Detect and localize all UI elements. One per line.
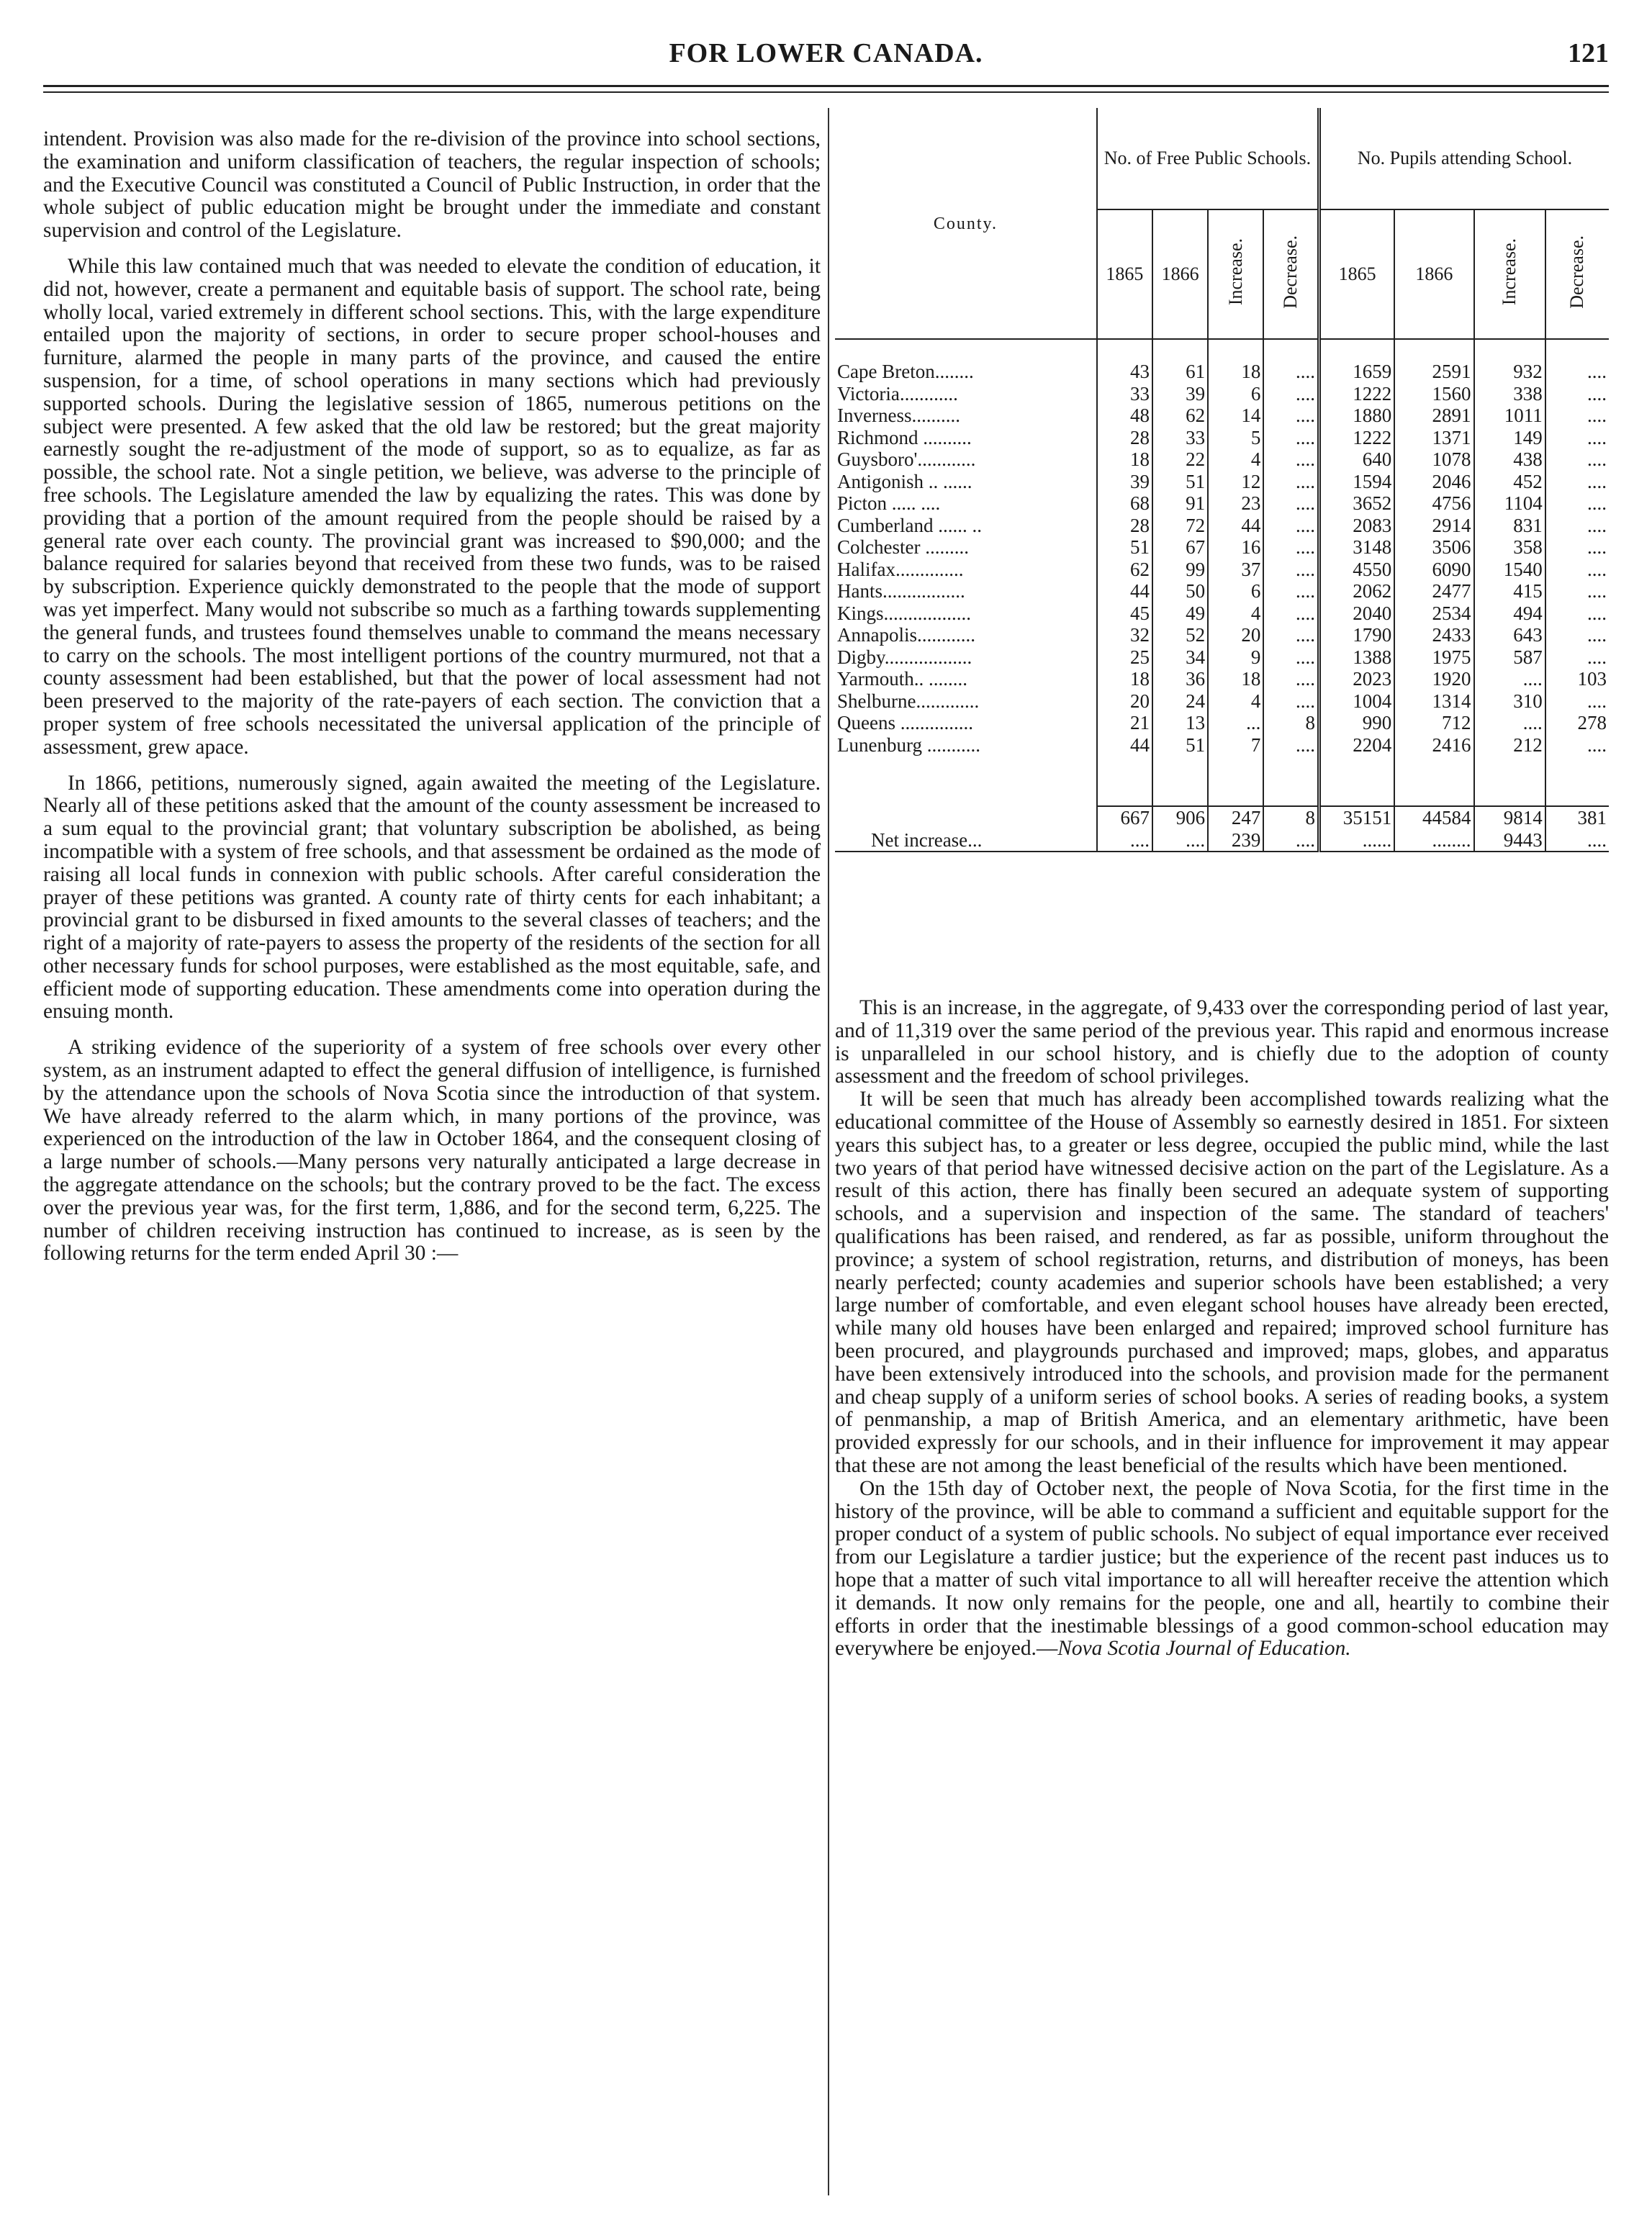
table-row <box>835 405 1609 427</box>
cell: 18 <box>1208 361 1263 383</box>
cell: 14 <box>1208 405 1263 427</box>
cell: .... <box>1545 690 1609 713</box>
cell: 1659 <box>1319 361 1395 383</box>
cell: 5 <box>1208 427 1263 449</box>
cell: 21 <box>1097 712 1152 734</box>
cell: 2914 <box>1394 515 1473 537</box>
cell: 1222 <box>1319 383 1395 405</box>
cell: 4 <box>1208 602 1263 625</box>
cell: .... <box>1263 448 1319 471</box>
page-number: 121 <box>1568 38 1609 68</box>
cell: 52 <box>1152 624 1208 646</box>
col-1865-header: 1865 <box>1097 209 1152 339</box>
cell: .... <box>1263 536 1319 559</box>
cell: 2433 <box>1394 624 1473 646</box>
table-row <box>835 712 1609 734</box>
cell: 9 <box>1208 646 1263 669</box>
cell: 2040 <box>1319 602 1395 625</box>
cell: 18 <box>1097 668 1152 690</box>
col-decrease-header: Decrease. <box>1545 209 1609 339</box>
county-name: Halifax.............. <box>837 558 964 580</box>
cell: 2891 <box>1394 405 1473 427</box>
cell: 2046 <box>1394 471 1473 493</box>
cell: 906 <box>1152 806 1208 829</box>
cell: .... <box>1545 471 1609 493</box>
paragraph: On the 15th day of October next, the people of Nova Scotia, for the first time in the history of the province, will be able to command a sufficient and equitable support for the proper conduct of a system of public schools. No subject of equal importance ever received from our Legislature a tardier justice; but the experience of the recent past induces us to hope that a matter of such vital importance to all will hereafter receive the attention which it demands. It now only remains for the people, one and all, heartily to combine their efforts in order that the inestimable blessings of a good common-school education may everywhere be enjoyed.—Nova Scotia Journal of Education. <box>835 1476 1609 1661</box>
cell: 51 <box>1152 734 1208 757</box>
cell: .... <box>1263 383 1319 405</box>
cell: 310 <box>1474 690 1545 713</box>
cell: .... <box>1545 427 1609 449</box>
net-increase-label: Net increase... <box>871 828 983 851</box>
cell: 44 <box>1097 734 1152 757</box>
cell: 9443 <box>1474 829 1545 852</box>
cell: 28 <box>1097 515 1152 537</box>
cell: .... <box>1545 580 1609 602</box>
county-name: Cape Breton........ <box>837 361 974 382</box>
cell: 23 <box>1208 492 1263 515</box>
cell: .... <box>1545 383 1609 405</box>
county-name: Annapolis............ <box>837 624 975 646</box>
cell: 4756 <box>1394 492 1473 515</box>
table-row <box>835 471 1609 493</box>
paragraph: While this law contained much that was needed to elevate the condition of education, it did not, however, create a permanent and equitable basis of support. The school rate, being wholly local, varied extremely in different school sections. This, with the large expenditure entailed upon the majority of sections, in order to secure proper school-houses and furniture, alarmed the people in many parts of the province, and caused the entire suspension, for a time, of school operations in many sections which had previously supported schools. During the legislative session of 1865, numerous petitions on the subject were presented. A few asked that the old law be restored; but the great majority earnestly sought the re-adjustment of the mode of support, so as to equalize, as far as possible, the school rate. Not a single petition, we believe, was adverse to the principle of free schools. The Legislature amended the law by equalizing the rates. This was done by providing that a portion of the amount required from the people should be raised by a general rate over each county. The provincial grant was increased to $90,000; and the balance required for salaries beyond that received from these two funds, was to be raised by subscription. Experience quickly demonstrated to the people that the mode of support was yet imperfect. Many would not subscribe so much as a farthing towards supplementing the general funds, and trustees found themselves unable to command the means necessary to carry on the schools. The most intelligent portions of the country murmured, not that a county assessment had been established, but that the power of local assessment had not been preserved to the majority of the rate-payers of each section. The conviction that a proper system of free schools necessitated the universal application of the principle of assessment, grew apace. <box>43 254 821 759</box>
cell: 2204 <box>1319 734 1395 757</box>
running-header <box>43 37 1609 81</box>
column-divider <box>828 108 829 2195</box>
cell: 33 <box>1152 427 1208 449</box>
cell: 1371 <box>1394 427 1473 449</box>
county-name: Cumberland ...... .. <box>837 514 982 536</box>
cell: 6 <box>1208 383 1263 405</box>
cell: .... <box>1097 829 1152 852</box>
cell: 831 <box>1474 515 1545 537</box>
cell: 1540 <box>1474 559 1545 581</box>
table-row <box>835 668 1609 690</box>
cell: 44584 <box>1394 806 1473 829</box>
cell: 18 <box>1208 668 1263 690</box>
county-name: Shelburne............. <box>837 690 980 712</box>
cell: 149 <box>1474 427 1545 449</box>
cell: 2591 <box>1394 361 1473 383</box>
cell: 3652 <box>1319 492 1395 515</box>
cell: 2416 <box>1394 734 1473 757</box>
cell: 415 <box>1474 580 1545 602</box>
cell: 62 <box>1097 559 1152 581</box>
cell: .... <box>1263 646 1319 669</box>
table-row <box>835 492 1609 515</box>
cell: 1011 <box>1474 405 1545 427</box>
cell: ... <box>1208 712 1263 734</box>
county-name: Kings.................. <box>837 602 972 624</box>
cell: 438 <box>1474 448 1545 471</box>
cell: 61 <box>1152 361 1208 383</box>
cell: .... <box>1263 361 1319 383</box>
cell: 3148 <box>1319 536 1395 559</box>
cell: .... <box>1263 734 1319 757</box>
cell: 4 <box>1208 690 1263 713</box>
cell: .... <box>1263 602 1319 625</box>
county-header: County. <box>835 108 1097 339</box>
cell: 643 <box>1474 624 1545 646</box>
cell: 667 <box>1097 806 1152 829</box>
cell: 4550 <box>1319 559 1395 581</box>
table-row <box>835 646 1609 669</box>
cell: 712 <box>1394 712 1473 734</box>
table-row <box>835 427 1609 449</box>
cell: 338 <box>1474 383 1545 405</box>
cell: ...... <box>1319 829 1395 852</box>
cell: 99 <box>1152 559 1208 581</box>
col-1865-header: 1865 <box>1319 209 1395 339</box>
cell: 6090 <box>1394 559 1473 581</box>
cell: 1790 <box>1319 624 1395 646</box>
paragraph: intendent. Provision was also made for the re-division of the province into school sections, the examination and uniform classification of teachers, the regular inspection of schools; and the Executive Council was constituted a Council of Public Instruction, in order that the whole subject of public education might be brought under the immediate and constant supervision and control of the Legislature. <box>43 127 821 243</box>
county-name: Hants................. <box>837 580 965 602</box>
cell: 3506 <box>1394 536 1473 559</box>
col-decrease-header: Decrease. <box>1263 209 1319 339</box>
cell: 32 <box>1097 624 1152 646</box>
cell: 18 <box>1097 448 1152 471</box>
table-row <box>835 734 1609 757</box>
cell: 4 <box>1208 448 1263 471</box>
cell: 50 <box>1152 580 1208 602</box>
cell: .... <box>1545 624 1609 646</box>
cell: 640 <box>1319 448 1395 471</box>
cell: .... <box>1545 361 1609 383</box>
cell: .... <box>1263 405 1319 427</box>
cell: 2023 <box>1319 668 1395 690</box>
cell: .... <box>1474 668 1545 690</box>
cell: 932 <box>1474 361 1545 383</box>
left-column <box>43 128 821 1265</box>
cell: .... <box>1263 690 1319 713</box>
cell: 22 <box>1152 448 1208 471</box>
col-1866-header: 1866 <box>1394 209 1473 339</box>
cell: 62 <box>1152 405 1208 427</box>
cell: .... <box>1263 829 1319 852</box>
cell: 2083 <box>1319 515 1395 537</box>
cell: 8 <box>1263 806 1319 829</box>
cell: .... <box>1545 492 1609 515</box>
cell: .... <box>1263 624 1319 646</box>
paragraph: This is an increase, in the aggregate, of 9,433 over the corresponding period of last year, and of 11,319 over the same period of the previous year. This rapid and enormous increase is unparalleled in our school history, and is chiefly due to the adoption of county assessment and the freedom of school privileges. <box>835 996 1609 1088</box>
cell: 494 <box>1474 602 1545 625</box>
cell: 72 <box>1152 515 1208 537</box>
cell: 1594 <box>1319 471 1395 493</box>
cell: .... <box>1545 536 1609 559</box>
table-row <box>835 602 1609 625</box>
cell: 28 <box>1097 427 1152 449</box>
table-row <box>835 690 1609 713</box>
cell: 49 <box>1152 602 1208 625</box>
cell: 51 <box>1152 471 1208 493</box>
table-row <box>835 383 1609 405</box>
cell: 2477 <box>1394 580 1473 602</box>
cell: 8 <box>1263 712 1319 734</box>
county-name: Inverness.......... <box>837 405 960 426</box>
right-column <box>835 997 1609 1661</box>
cell: 91 <box>1152 492 1208 515</box>
paragraph: In 1866, petitions, numerously signed, again awaited the meeting of the Legislature. Nearly all of these petitions asked that the amount of the county assessment be increased to a sum equal to the provincial grant; that voluntary subscription be abolished, as being incompatible with a system of free schools, and that assessment be ordained as the mode of raising all local funds in connexion with public schools. After careful consideration the prayer of these petitions was granted. A county rate of thirty cents for each inhabitant; a provincial grant to be disbursed in fixed amounts to the several classes of teachers; and the right of a majority of rate-payers to assess the property of the residents of the section for all other necessary funds for school purposes, were established as the most equitable, safe, and efficient mode of supporting education. These amendments come into operation during the ensuing month. <box>43 771 821 1024</box>
cell: ........ <box>1394 829 1473 852</box>
cell: 13 <box>1152 712 1208 734</box>
cell: 1314 <box>1394 690 1473 713</box>
cell: .... <box>1545 515 1609 537</box>
col-increase-header: Increase. <box>1208 209 1263 339</box>
table-row <box>835 559 1609 581</box>
cell: 45 <box>1097 602 1152 625</box>
cell: 1388 <box>1319 646 1395 669</box>
cell: 1880 <box>1319 405 1395 427</box>
cell: 34 <box>1152 646 1208 669</box>
cell: 1222 <box>1319 427 1395 449</box>
county-name: Lunenburg ........... <box>837 733 980 756</box>
cell: 6 <box>1208 580 1263 602</box>
source-citation: Nova Scotia Journal of Education. <box>1057 1637 1351 1661</box>
free-schools-group-header: No. of Free Public Schools. <box>1097 108 1319 209</box>
cell: 278 <box>1545 712 1609 734</box>
cell: 587 <box>1474 646 1545 669</box>
county-name: Queens ............... <box>837 712 973 733</box>
cell: .... <box>1263 580 1319 602</box>
cell: 1920 <box>1394 668 1473 690</box>
table-row <box>835 536 1609 559</box>
cell: 7 <box>1208 734 1263 757</box>
cell: .... <box>1263 471 1319 493</box>
cell: 2534 <box>1394 602 1473 625</box>
cell: .... <box>1545 646 1609 669</box>
cell: 1004 <box>1319 690 1395 713</box>
cell: .... <box>1545 559 1609 581</box>
cell: 20 <box>1097 690 1152 713</box>
table-row <box>835 448 1609 471</box>
cell: 1078 <box>1394 448 1473 471</box>
cell: 20 <box>1208 624 1263 646</box>
header-rule <box>43 85 1609 87</box>
cell: 247 <box>1208 806 1263 829</box>
cell: 39 <box>1152 383 1208 405</box>
pupils-group-header: No. Pupils attending School. <box>1319 108 1609 209</box>
cell: 39 <box>1097 471 1152 493</box>
county-name: Antigonish .. ...... <box>837 470 972 492</box>
county-name: Digby.................. <box>837 646 972 668</box>
cell: 44 <box>1208 515 1263 537</box>
paragraph: A striking evidence of the superiority of a system of free schools over every other system, as an instrument adapted to effect the general diffusion of intelligence, is furnished by the attendance upon the schools of Nova Scotia since the introduction of that system. We have already referred to the alarm which, in many portions of the province, was experienced on the introduction of the law in October 1864, and the consequent closing of a large number of schools.—Many persons very naturally anticipated a large decrease in the aggregate attendance on the schools; but the contrary proved to be the fact. The excess over the previous year was, for the first term, 1,886, and for the second term, 6,225. The number of children receiving instruction has continued to increase, as is seen by the following returns for the term ended April 30 :— <box>43 1036 821 1265</box>
cell: .... <box>1545 448 1609 471</box>
cell: .... <box>1545 734 1609 757</box>
cell: 24 <box>1152 690 1208 713</box>
table-row <box>835 580 1609 602</box>
cell: 12 <box>1208 471 1263 493</box>
cell: 381 <box>1545 806 1609 829</box>
cell: 37 <box>1208 559 1263 581</box>
county-name: Colchester ......... <box>837 536 969 558</box>
cell: .... <box>1263 427 1319 449</box>
school-statistics-table <box>835 108 1609 985</box>
cell: 2062 <box>1319 580 1395 602</box>
county-name: Picton ..... .... <box>837 492 941 514</box>
cell: 9814 <box>1474 806 1545 829</box>
cell: 16 <box>1208 536 1263 559</box>
cell: .... <box>1263 515 1319 537</box>
table-row <box>835 624 1609 646</box>
cell: 36 <box>1152 668 1208 690</box>
cell: .... <box>1263 668 1319 690</box>
cell: .... <box>1263 559 1319 581</box>
cell: 1975 <box>1394 646 1473 669</box>
totals-row <box>835 806 1609 829</box>
cell: 103 <box>1545 668 1609 690</box>
cell: .... <box>1152 829 1208 852</box>
cell: 43 <box>1097 361 1152 383</box>
cell: .... <box>1545 602 1609 625</box>
table-row <box>835 515 1609 537</box>
paragraph: It will be seen that much has already been accomplished towards realizing what the educational committee of the House of Assembly so earnestly desired in 1851. For sixteen years this subject has, to a greater or less degree, occupied the public mind, while the last two years of that period have witnessed decisive action on the part of the Legislature. As a result of this action, there has finally been secured an adequate system of supporting schools, and a supervision and inspection of the same. The standard of teachers' qualifications has been raised, and rendered, as far as possible, uniform throughout the province; a system of school registration, returns, and distribution of moneys, has been nearly perfected; county academies and superior schools have been established; a very large number of comfortable, and even elegant school houses have already been erected, while many old houses have been enlarged and repaired; improved school furniture has been procured, and playgrounds purchased and improved; maps, globes, and apparatus have been extensively introduced into the schools, and provision made for the permanent and cheap supply of a uniform series of school books. A series of reading books, a system of penmanship, a map of British America, and an elementary arithmetic, have been provided expressly for our schools, and in their influence for improvement it may appear that these are not among the least beneficial of the results which have been mentioned. <box>835 1088 1609 1477</box>
running-title: FOR LOWER CANADA. <box>669 38 983 68</box>
cell: 990 <box>1319 712 1395 734</box>
cell: .... <box>1545 829 1609 852</box>
col-increase-header: Increase. <box>1474 209 1545 339</box>
cell: 212 <box>1474 734 1545 757</box>
cell: 452 <box>1474 471 1545 493</box>
cell: 239 <box>1208 829 1263 852</box>
cell: 35151 <box>1319 806 1395 829</box>
cell: 1104 <box>1474 492 1545 515</box>
county-name: Victoria............ <box>837 382 958 405</box>
net-increase-row <box>835 829 1609 852</box>
cell: 67 <box>1152 536 1208 559</box>
cell: 44 <box>1097 580 1152 602</box>
cell: 25 <box>1097 646 1152 669</box>
county-name: Guysboro'............ <box>837 448 976 470</box>
cell: .... <box>1263 492 1319 515</box>
county-name: Yarmouth.. ........ <box>837 668 968 690</box>
col-1866-header: 1866 <box>1152 209 1208 339</box>
cell: .... <box>1545 405 1609 427</box>
header-rule-thin <box>43 91 1609 93</box>
cell: 51 <box>1097 536 1152 559</box>
cell: 68 <box>1097 492 1152 515</box>
cell: 1560 <box>1394 383 1473 405</box>
county-name: Richmond .......... <box>837 426 972 448</box>
cell: 33 <box>1097 383 1152 405</box>
table-row <box>835 361 1609 383</box>
cell: .... <box>1474 712 1545 734</box>
cell: 358 <box>1474 536 1545 559</box>
cell: 48 <box>1097 405 1152 427</box>
